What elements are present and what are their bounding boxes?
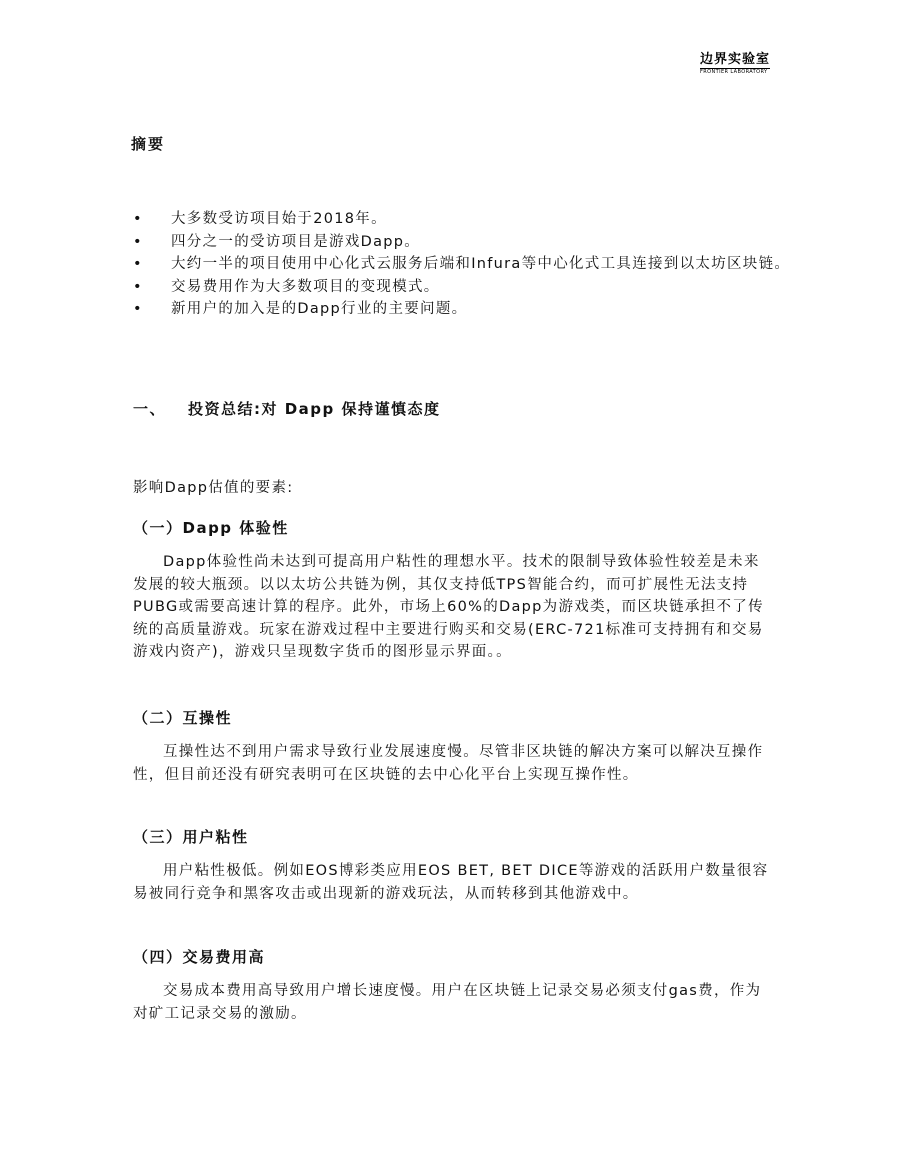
subsection-body-stickiness: 用户粘性极低。例如EOS博彩类应用EOS BET, BET DICE等游戏的活跃用户数量很容易被同行竞争和黑客攻击或出现新的游戏玩法，从而转移到其他游戏中。 — [133, 863, 769, 902]
subsection-body-experience: Dapp体验性尚未达到可提高用户粘性的理想水平。技术的限制导致体验性较差是未来发展的较大瓶颈。以以太坊公共链为例，其仅支持低TPS智能合约，而可扩展性无法支持PUBG或需要高速计算的程序。此外，市场上60%的Dapp为游戏类，而区块链承担不了传统的高质量游戏。玩家在游戏过程中主要进行购买和交易(ERC-721标准可支持拥有和交易游戏内资产)，游戏只呈现数字货币的图形显示界面。。 — [133, 554, 764, 660]
section-intro: 影响Dapp估值的要素: — [133, 480, 294, 496]
list-item — [133, 231, 791, 254]
bullet-dot-icon: • — [133, 301, 143, 317]
bullet-text: 大约一半的项目使用中心化式云服务后端和Infura等中心化式工具连接到以太坊区块链。 — [171, 256, 791, 272]
subsection-body-interoperability: 互操性达不到用户需求导致行业发展速度慢。尽管非区块链的解决方案可以解决互操作性，但目前还没有研究表明可在区块链的去中心化平台上实现互操作性。 — [133, 744, 764, 783]
subsection-heading-stickiness: （三）用户粘性 — [133, 828, 249, 846]
abstract-bullet-list — [133, 208, 791, 321]
logo-text: 边界实验室 — [700, 52, 771, 67]
bullet-text: 新用户的加入是的Dapp行业的主要问题。 — [171, 301, 468, 317]
bullet-dot-icon: • — [133, 278, 143, 295]
subsection-heading-interoperability: （二）互操性 — [133, 709, 233, 727]
list-item — [133, 253, 791, 276]
bullet-text: 大多数受访项目始于2018年。 — [171, 211, 387, 227]
list-item — [133, 208, 791, 231]
abstract-title: 摘要 — [131, 135, 166, 153]
section-heading — [133, 398, 441, 419]
subsection-heading-fees: （四）交易费用高 — [133, 948, 266, 966]
subsection-heading-experience: （一）Dapp 体验性 — [133, 519, 289, 537]
bullet-text: 四分之一的受访项目是游戏Dapp。 — [171, 233, 421, 250]
frontier-lab-logo — [700, 53, 772, 77]
section-number: 一、 — [133, 400, 167, 418]
bullet-dot-icon: • — [133, 256, 143, 272]
bullet-dot-icon: • — [133, 233, 143, 250]
bullet-text: 交易费用作为大多数项目的变现模式。 — [171, 278, 440, 295]
bullet-dot-icon: • — [133, 211, 143, 227]
list-item — [133, 298, 791, 321]
section-title: 投资总结:对 Dapp 保持谨慎态度 — [188, 400, 441, 418]
logo-subtext: FRONTIER LABORATORY — [700, 68, 770, 76]
subsection-body-fees: 交易成本费用高导致用户增长速度慢。用户在区块链上记录交易必须支付gas费，作为对矿工记录交易的激励。 — [133, 983, 762, 1022]
list-item — [133, 276, 791, 299]
